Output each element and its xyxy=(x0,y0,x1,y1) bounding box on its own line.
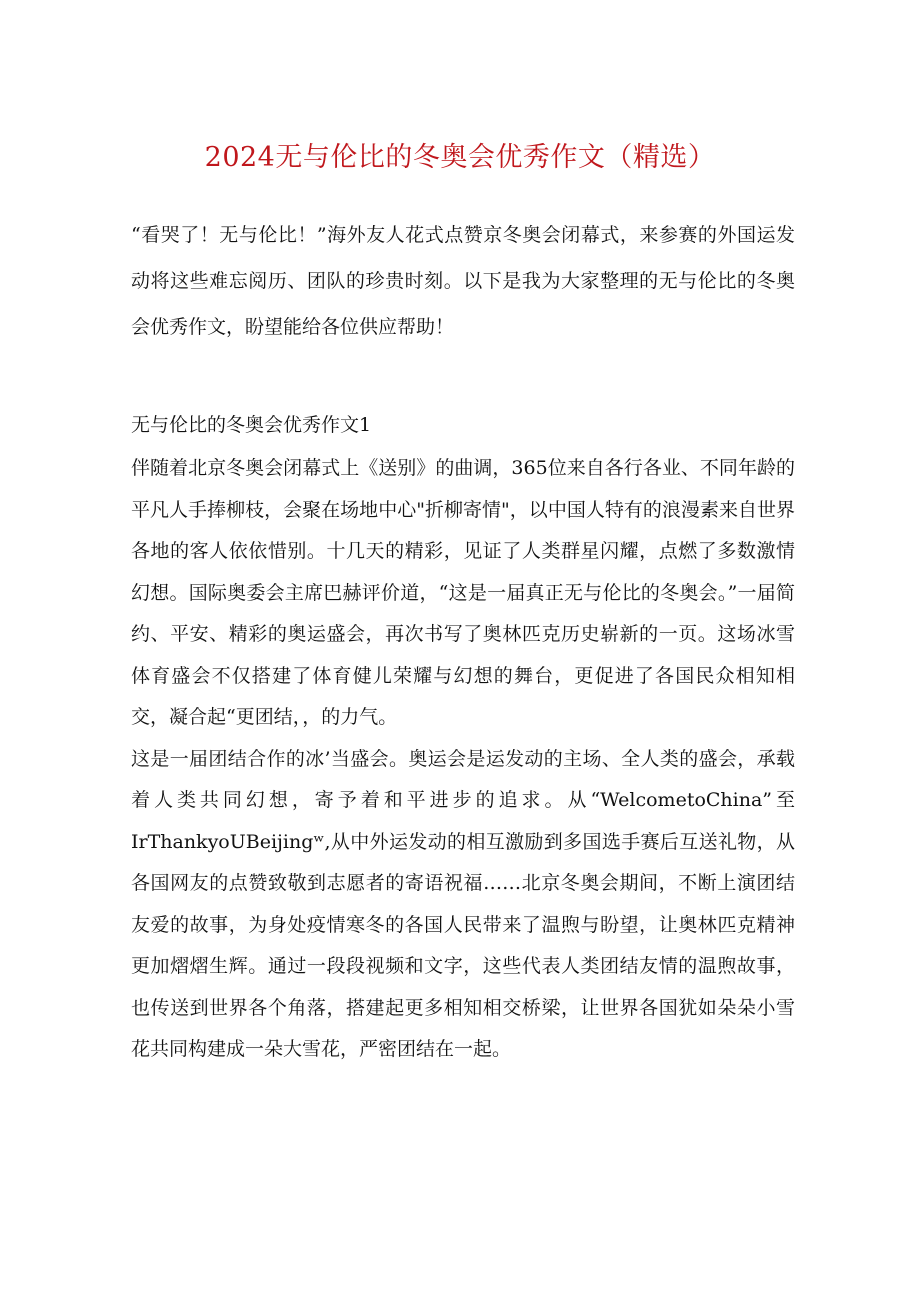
body-paragraph-1: 伴随着北京冬奥会闭幕式上《送别》的曲调，365位来自各行各业、不同年龄的平凡人手捧柳枝，会聚在场地中心"折柳寄情"，以中国人特有的浪漫素来自世界各地的客人依依惜别。十几天的精彩，见证了人类群星闪耀，点燃了多数激情幻想。国际奥委会主席巴赫评价道，“这是一届真正无与伦比的冬奥会。”一届简约、平安、精彩的奥运盛会，再次书写了奥林匹克历史崭新的一页。这场冰雪体育盛会不仅搭建了体育健儿荣耀与幻想的舞台，更促进了各国民众相知相交，凝合起“更团结，，的力气。 xyxy=(131,457,795,728)
intro-paragraph: “看哭了！无与伦比！”海外友人花式点赞京冬奥会闭幕式，来参赛的外国运发动将这些难忘阅历、团队的珍贵时刻。以下是我为大家整理的无与伦比的冬奥会优秀作文，盼望能给各位供应帮助！ xyxy=(131,224,795,338)
essay-body xyxy=(131,448,795,1071)
body-paragraph-2: 这是一届团结合作的冰’当盛会。奥运会是运发动的主场、全人类的盛会，承载着人类共同幻想，寄予着和平进步的追求。从“WelcometoChina”至IrThankyoUBeijingʷ,从中外运发动的相互激励到多国选手赛后互送礼物，从各国网友的点赞致敬到志愿者的寄语祝福……北京冬奥会期间，不断上演团结友爱的故事，为身处疫情寒冬的各国人民带来了温煦与盼望，让奥林匹克精神更加熠熠生辉。通过一段段视频和文字，这些代表人类团结友情的温煦故事，也传送到世界各个角落，搭建起更多相知相交桥梁，让世界各国犹如朵朵小雪花共同构建成一朵大雪花，严密团结在一起。 xyxy=(131,747,795,1060)
section-heading: 无与伦比的冬奥会优秀作文1 xyxy=(131,414,372,436)
document-title: 2024无与伦比的冬奥会优秀作文（精选） xyxy=(204,142,716,173)
